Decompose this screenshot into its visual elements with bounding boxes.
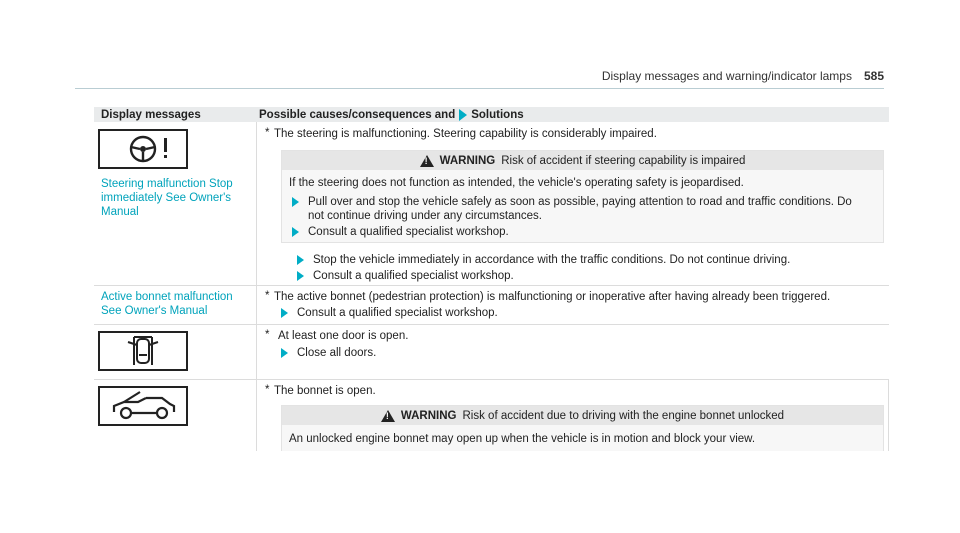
steering-warning-icon (98, 129, 188, 169)
warning-body: If the steering does not function as intended, the vehicle's operating safety is jeopardised. (289, 177, 744, 189)
warning-step: Consult a qualified specialist workshop. (292, 225, 509, 239)
table-row (94, 324, 889, 380)
warning-triangle-icon (381, 410, 395, 422)
cause-cell (257, 324, 889, 379)
page-header (602, 69, 884, 83)
steering-message: Steering malfunction Stop immediately See Owner's Manual (101, 178, 233, 218)
door-open-icon (98, 331, 188, 371)
bonnet-malfunction-message: Active bonnet malfunction See Owner's Manual (101, 291, 233, 317)
message-cell (94, 122, 257, 285)
step-arrow-icon (281, 308, 288, 318)
bonnet-open-icon (98, 386, 188, 426)
warning-header (282, 406, 883, 425)
solution-step: Stop the vehicle immediately in accordance with the traffic conditions. Do not continue driving. (297, 253, 790, 267)
footnote-star: * (265, 127, 270, 139)
bonnet-open-cause: The bonnet is open. (274, 385, 376, 397)
column-header-causes: Possible causes/consequences and Solutions (259, 108, 524, 121)
solutions-arrow-icon (459, 109, 467, 121)
solution-step: Consult a qualified specialist workshop. (281, 306, 498, 320)
warning-label: WARNING (400, 409, 457, 422)
bonnet-malfunction-cause: The active bonnet (pedestrian protection) is malfunctioning or inoperative after having already been triggered. (274, 291, 831, 303)
solution-step: Close all doors. (281, 346, 376, 360)
footnote-star: * (265, 329, 270, 341)
steering-cause: The steering is malfunctioning. Steering capability is considerably impaired. (274, 128, 657, 140)
table-header (94, 107, 889, 122)
table-row (94, 122, 889, 286)
warning-title: Risk of accident if steering capability is impaired (501, 154, 746, 167)
message-cell (94, 285, 257, 324)
steering-warning-box (281, 150, 884, 243)
warning-label: WARNING (439, 154, 496, 167)
step-arrow-icon (297, 271, 304, 281)
table-row (94, 285, 889, 325)
warning-step: Pull over and stop the vehicle safely as soon as possible, paying attention to road and traffic conditions. Do not continue driving under any circumstances. (292, 195, 852, 223)
warning-header (282, 151, 883, 170)
warning-body: An unlocked engine bonnet may open up when the vehicle is in motion and block your view. (289, 433, 756, 445)
footnote-star: * (265, 290, 270, 302)
message-cell (94, 379, 257, 451)
step-arrow-icon (281, 348, 288, 358)
step-arrow-icon (292, 197, 299, 207)
door-open-cause: At least one door is open. (278, 330, 409, 342)
cause-cell (257, 285, 889, 324)
footnote-star: * (265, 384, 270, 396)
page-number: 585 (863, 69, 884, 83)
message-cell (94, 324, 257, 379)
step-arrow-icon (292, 227, 299, 237)
cause-cell (257, 379, 889, 451)
table-row (94, 379, 889, 451)
column-header-messages: Display messages (101, 108, 201, 121)
bonnet-warning-box (281, 405, 884, 451)
cause-cell (257, 122, 889, 285)
step-arrow-icon (297, 255, 304, 265)
solution-step: Consult a qualified specialist workshop. (297, 269, 514, 283)
warning-triangle-icon (420, 155, 434, 167)
page-title: Display messages and warning/indicator lamps (601, 69, 852, 83)
header-divider (75, 88, 884, 89)
warning-title: Risk of accident due to driving with the engine bonnet unlocked (462, 409, 785, 422)
